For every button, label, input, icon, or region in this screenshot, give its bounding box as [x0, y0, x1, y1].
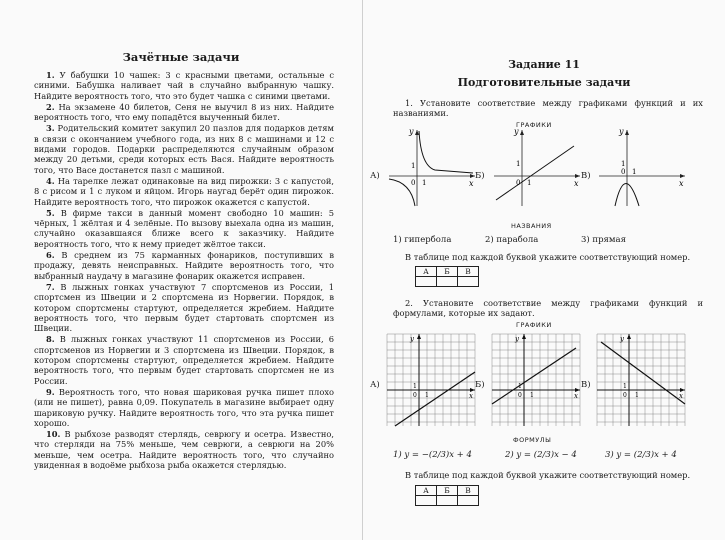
task-item: 7. В лыжных гонках участвуют 7 спортсменов из России, 1 спортсмен из Швеции и 2 спортсмена из Норвегии. Порядок, в котором спортсмены стартуют, определяется жребием. Найдите вероятность того, что первым будет стартовать спортсмен из Швеции. [34, 281, 335, 334]
svg-text:x: x [574, 392, 578, 400]
svg-text:1: 1 [623, 383, 627, 390]
answer-cell[interactable] [458, 277, 479, 287]
answer-cell[interactable] [416, 496, 437, 506]
name-option: 2) парабола [485, 235, 539, 245]
svg-text:0: 0 [623, 392, 627, 399]
svg-text:0: 0 [621, 168, 626, 176]
svg-text:x: x [679, 179, 684, 188]
task-item: 8. В лыжных гонках участвуют 11 спортсменов из России, 6 спортсменов из Норвегии и 3 спортсмена из Швеции. Порядок, в котором спортсмены стартуют, определяется жребием. Найдите вероятность того, что первым будет стартовать спортсмен не из России. [34, 334, 335, 386]
svg-text:1: 1 [413, 383, 417, 390]
task-item: 9. Вероятность того, что новая шариковая ручка пишет плохо (или не пишет), равна 0,09. Покупатель в магазине выбирает одну шариковую ручку. Найдите вероятность того, что эта ручка пишет хорошо. [34, 386, 334, 428]
svg-text:1: 1 [518, 383, 522, 390]
grid-graph-a [385, 332, 477, 428]
svg-text:x: x [574, 179, 579, 188]
table-header: В [458, 267, 479, 277]
graph-label-a: А) [370, 380, 380, 390]
table-note-2: В таблице под каждой буквой укажите соответствующий номер. [405, 470, 691, 480]
formulas-caption: ФОРМУЛЫ [513, 436, 552, 444]
svg-text:0: 0 [411, 179, 416, 187]
svg-text:y: y [409, 127, 414, 136]
task-item: 4. На тарелке лежат одинаковые на вид пирожки: 3 с капустой, 8 с рисом и 1 с луком и яйцом. Игорь наугад берёт один пирожок. Найдите вероятность того, что пирожок окажется с капустой. [34, 175, 335, 207]
table-header: В [458, 486, 479, 496]
svg-text:y: y [514, 127, 519, 136]
table-header: А [416, 267, 437, 277]
svg-text:0: 0 [413, 392, 417, 399]
formula-option: 1) y = −(2/3)x + 4 [393, 450, 472, 460]
graph-line [490, 126, 585, 208]
task-item: 3. Родительский комитет закупил 20 пазлов для подарков детям в связи с окончанием учебного года, из них 8 с машинами и 12 с видами городов. Подарки распределяются случайным образом между 20 детьми, среди которых есть Вася. Найдите вероятность того, что Васе достанется пазл с машиной. [34, 123, 334, 175]
name-option: 1) гипербола [393, 235, 452, 245]
svg-text:1: 1 [425, 392, 429, 399]
table-header: А [416, 486, 437, 496]
name-option: 3) прямая [581, 235, 626, 245]
task-list [34, 70, 334, 471]
task-title: Задание 11 [508, 58, 580, 71]
svg-text:y: y [410, 335, 414, 343]
graph-label-b: Б) [475, 380, 485, 390]
graphs-caption-2: ГРАФИКИ [516, 321, 552, 329]
svg-text:1: 1 [621, 160, 626, 168]
formula-option: 2) y = (2/3)x − 4 [505, 450, 577, 460]
answer-table-2 [415, 485, 479, 506]
svg-text:y: y [620, 335, 624, 343]
task-item: 1. У бабушки 10 чашек: 3 с красными цветами, остальные с синими. Бабушка наливает чай в случайно выбранную чашку. Найдите вероятность того, что это будет чашка с синими цветами. [34, 70, 335, 101]
svg-text:1: 1 [635, 392, 639, 399]
svg-text:y: y [515, 335, 519, 343]
task-item: 2. На экзамене 40 билетов, Сеня не выучил 8 из них. Найдите вероятность того, что ему попадётся выученный билет. [34, 101, 334, 123]
names-caption: НАЗВАНИЯ [511, 222, 552, 230]
svg-text:1: 1 [411, 162, 416, 170]
svg-text:x: x [469, 392, 473, 400]
graph-label-v: В) [581, 171, 591, 181]
svg-text:x: x [469, 179, 474, 188]
answer-cell[interactable] [437, 496, 458, 506]
svg-text:x: x [679, 392, 683, 400]
table-header: Б [437, 486, 458, 496]
svg-text:1: 1 [632, 168, 637, 176]
svg-text:1: 1 [422, 179, 427, 187]
graphs-caption: ГРАФИКИ [516, 121, 552, 129]
graph-label-a: А) [370, 171, 380, 181]
formulas-list [393, 450, 703, 464]
task-item: 5. В фирме такси в данный момент свободно 10 машин: 5 чёрных, 1 жёлтая и 4 зелёные. По вызову выехала одна из машин, случайно оказавшаяся ближе всего к заказчику. Найдите вероятность того, что к нему приедет жёлтое такси. [34, 207, 335, 249]
table-header: Б [437, 267, 458, 277]
svg-text:1: 1 [527, 179, 532, 187]
answer-cell[interactable] [416, 277, 437, 287]
answer-cell[interactable] [458, 496, 479, 506]
svg-text:y: y [619, 127, 624, 136]
graph-parabola [595, 126, 690, 208]
names-list [393, 235, 703, 247]
task-item: 10. В рыбхозе разводят стерлядь, севрюгу и осетра. Известно, что стерляди на 75% меньше, чем севрюги, а севрюги на 20% меньше, чем осетра. Найдите вероятность того, что случайно увиденная в водоёме рыбхоза рыба окажется стерлядью. [34, 429, 335, 470]
grid-graph-v [595, 332, 687, 428]
answer-cell[interactable] [437, 277, 458, 287]
graph-label-b: Б) [475, 171, 485, 181]
formula-option: 3) y = (2/3)x + 4 [605, 450, 677, 460]
task-item: 6. В среднем из 75 карманных фонариков, поступивших в продажу, девять неисправных. Найдите вероятность того, что выбранный наудачу в магазине фонарик окажется исправен. [34, 250, 334, 281]
graph-label-v: В) [581, 380, 591, 390]
right-page [363, 0, 725, 540]
svg-text:0: 0 [516, 179, 521, 187]
page-title: Зачётные задачи [122, 50, 240, 64]
table-note: В таблице под каждой буквой укажите соответствующий номер. [405, 252, 691, 262]
svg-text:1: 1 [516, 160, 521, 168]
section-title: Подготовительные задачи [457, 76, 631, 89]
grid-graph-b [490, 332, 582, 428]
graph-hyperbola [385, 126, 480, 208]
question-2: 2. Установите соответствие между графиками функций и формулами, которые их задают. [393, 298, 703, 319]
answer-table-1 [415, 266, 479, 287]
svg-text:0: 0 [518, 392, 522, 399]
svg-text:1: 1 [530, 392, 534, 399]
question-1: 1. Установите соответствие между графиками функций и их названиями. [393, 98, 703, 119]
